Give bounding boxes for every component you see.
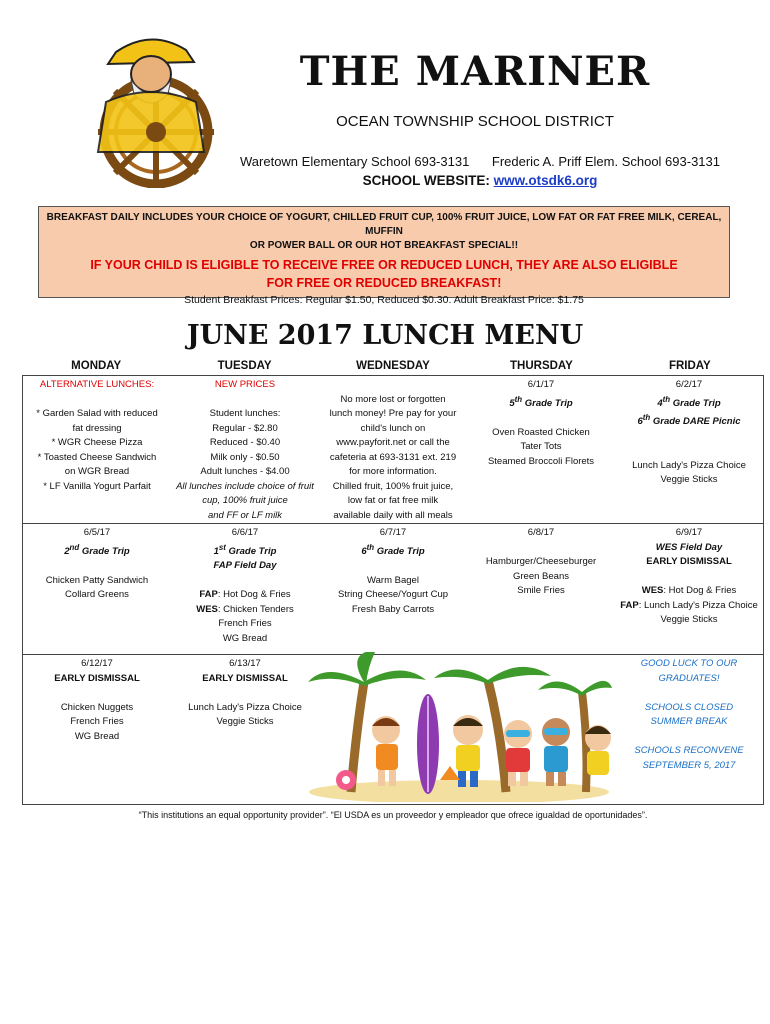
menu-line: Veggie Sticks [660, 614, 718, 625]
menu-line: Fresh Baby Carrots [351, 603, 435, 615]
district-name: OCEAN TOWNSHIP SCHOOL DISTRICT [336, 113, 614, 130]
menu-line: Collard Greens [65, 589, 129, 601]
event-label: EARLY DISMISSAL [54, 672, 140, 684]
menu-line: Adult lunches - $4.00 [200, 466, 290, 477]
cell-thu-w2 [467, 524, 615, 654]
menu-line: Steamed Broccoli Florets [487, 455, 595, 467]
note-line: SUMMER BREAK [650, 716, 728, 727]
event-sup: th [366, 542, 375, 552]
menu-line: available daily with all meals [333, 509, 453, 521]
menu-line: Veggie Sticks [660, 474, 718, 486]
menu-line: cafeteria at 693-3131 ext. 219 [329, 451, 457, 463]
day-monday: MONDAY [71, 360, 122, 372]
school-tag: FAP [199, 589, 218, 601]
footer-statement: “This institutions an equal opportunity provider”. “El USDA es un proveedor y empleador que ofrece igualdad de oportunidades”. [138, 810, 648, 820]
event-label [23, 541, 171, 560]
school-phones [240, 154, 720, 169]
menu-line: Regular - $2.80 [212, 422, 278, 434]
cell-wed-w2 [319, 524, 467, 654]
menu-line: child's lunch on [360, 422, 426, 434]
date-label: 6/2/17 [675, 379, 703, 390]
cell-fri-w3 [615, 655, 763, 804]
menu-line: No more lost or forgotten [340, 393, 446, 405]
new-prices-head: NEW PRICES [214, 379, 276, 390]
menu-line: Student lunches: [209, 408, 281, 419]
event-rest: Grade Trip [225, 545, 277, 557]
menu-line: Lunch Lady's Pizza Choice [632, 459, 746, 471]
menu-text: : Lunch Lady's Pizza Choice [638, 599, 758, 611]
school-tag: FAP [620, 599, 639, 611]
cell-tue-w2 [171, 524, 319, 654]
date-label: 6/1/17 [527, 379, 555, 390]
breakfast-prices: Student Breakfast Prices: Regular $1.50, Reduced $0.30. Adult Breakfast Price: $1.75 [184, 294, 584, 306]
day-tuesday: TUESDAY [217, 360, 272, 372]
event-label: EARLY DISMISSAL [646, 556, 732, 567]
cell-mon-w2 [23, 524, 171, 654]
event-label [615, 411, 763, 430]
event-rest: Grade Trip [670, 397, 721, 409]
school-tag: WES [196, 603, 218, 615]
event-sup: th [514, 394, 523, 404]
school-right: Frederic A. Priff Elem. School 693-3131 [491, 154, 720, 169]
event-label [319, 541, 467, 560]
event-label: FAP Field Day [213, 560, 277, 572]
alt-lunch-head: ALTERNATIVE LUNCHES: [39, 379, 155, 390]
cell-tue-w3 [171, 655, 319, 804]
event-sup: th [662, 394, 671, 404]
date-label: 6/6/17 [231, 527, 259, 538]
event-label: WES Field Day [655, 541, 723, 553]
beach-kids-illustration [306, 652, 612, 802]
cell-wed-w1 [319, 376, 467, 523]
date-label: 6/7/17 [379, 527, 407, 538]
week-row-1 [23, 376, 763, 524]
note-line: SCHOOLS CLOSED [644, 701, 734, 713]
menu-line: Reduced - $0.40 [209, 437, 281, 448]
date-label: 6/9/17 [675, 527, 703, 538]
menu-line: Chicken Nuggets [60, 701, 134, 713]
menu-line [171, 588, 319, 603]
week-row-2 [23, 524, 763, 655]
breakfast-box [38, 206, 730, 306]
day-thursday: THURSDAY [510, 360, 573, 372]
menu-line: * WGR Cheese Pizza [51, 437, 143, 448]
menu-line [171, 603, 319, 618]
website-line [240, 173, 720, 188]
eligibility-notice2: FOR FREE OR REDUCED BREAKFAST! [266, 276, 502, 290]
menu-line: Chicken Patty Sandwich [45, 574, 149, 586]
cell-mon-w1 [23, 376, 171, 523]
menu-line: lunch money! Pre pay for your [329, 408, 457, 419]
menu-line: WG Bread [74, 730, 120, 742]
menu-line: and FF or LF milk [207, 509, 283, 521]
event-rest: Grade DARE Picnic [650, 416, 741, 428]
event-label [615, 393, 763, 412]
day-wednesday: WEDNESDAY [356, 360, 430, 372]
menu-line [615, 599, 763, 614]
menu-line: Smile Fries [517, 585, 565, 596]
date-label: 6/8/17 [527, 527, 555, 538]
school-tag: WES [641, 585, 664, 596]
menu-line: Lunch Lady's Pizza Choice [188, 701, 302, 713]
menu-line: cup, 100% fruit juice [202, 495, 288, 506]
note-line: SEPTEMBER 5, 2017 [642, 759, 736, 771]
event-num: 2 [64, 545, 70, 557]
menu-line: on WGR Bread [64, 466, 130, 477]
day-friday: FRIDAY [668, 360, 711, 372]
event-num: 4 [657, 397, 663, 409]
cell-tue-w1 [171, 376, 319, 523]
event-sup: nd [69, 542, 80, 552]
school-left: Waretown Elementary School 693-3131 [240, 154, 470, 169]
event-num: 6 [637, 416, 643, 428]
menu-line: low fat or fat free milk [347, 495, 439, 506]
website-link[interactable]: www.otsdk6.org [493, 173, 598, 188]
breakfast-line2: OR POWER BALL OR OUR HOT BREAKFAST SPECIAL!! [249, 240, 519, 251]
menu-text: : Chicken Tenders [217, 603, 294, 615]
event-rest: Grade Trip [374, 545, 425, 557]
menu-line: www.payforit.net or call the [336, 437, 450, 448]
cell-thu-w1 [467, 376, 615, 523]
menu-line: * LF Vanilla Yogurt Parfait [43, 480, 151, 492]
menu-text: : Hot Dog & Fries [663, 585, 737, 596]
date-label: 6/5/17 [83, 527, 111, 538]
note-line: GRADUATES! [658, 672, 720, 684]
event-sup: th [642, 413, 651, 423]
menu-text: : Hot Dog & Fries [217, 589, 291, 601]
menu-line: String Cheese/Yogurt Cup [337, 589, 449, 601]
cell-mon-w3 [23, 655, 171, 804]
event-sup: st [218, 542, 226, 552]
menu-line: Hamburger/Cheeseburger [485, 556, 597, 567]
event-rest: Grade Trip [522, 397, 573, 409]
menu-line: All lunches include choice of fruit [176, 480, 314, 492]
website-label: SCHOOL WEBSITE: [362, 173, 490, 188]
event-label: EARLY DISMISSAL [202, 672, 288, 684]
menu-line: Veggie Sticks [216, 716, 274, 727]
menu-line: Oven Roasted Chicken [492, 426, 590, 438]
menu-line: Green Beans [513, 570, 569, 582]
event-label [467, 393, 615, 412]
menu-line: Chilled fruit, 100% fruit juice, [332, 480, 454, 492]
event-rest: Grade Trip [79, 545, 130, 557]
event-num: 1 [213, 545, 219, 557]
menu-line: Tater Tots [520, 441, 562, 453]
menu-line: French Fries [70, 716, 124, 727]
event-num: 6 [361, 545, 367, 557]
event-label [171, 541, 319, 560]
menu-line: * Garden Salad with reduced [36, 408, 158, 419]
event-num: 5 [509, 397, 515, 409]
date-label: 6/12/17 [81, 658, 113, 669]
mariner-logo-icon [76, 32, 226, 188]
note-line: SCHOOLS RECONVENE [634, 745, 744, 756]
note-line: GOOD LUCK TO OUR [640, 658, 738, 669]
newsletter-title: THE MARINER [299, 48, 651, 95]
day-headers [22, 360, 764, 372]
cell-fri-w2 [615, 524, 763, 654]
menu-line [615, 584, 763, 599]
menu-line: Warm Bagel [367, 574, 419, 586]
menu-line: * Toasted Cheese Sandwich [37, 451, 157, 463]
cell-fri-w1 [615, 376, 763, 523]
menu-line: WG Bread [222, 632, 268, 644]
breakfast-line1: BREAKFAST DAILY INCLUDES YOUR CHOICE OF YOGURT, CHILLED FRUIT CUP, 100% FRUIT JUICE, LOW FAT OR FAT FREE MILK, CEREAL, MUFFIN [46, 212, 722, 237]
menu-title: JUNE 2017 LUNCH MENU [186, 320, 584, 351]
date-label: 6/13/17 [229, 658, 261, 669]
menu-line: French Fries [218, 618, 272, 630]
menu-line: fat dressing [72, 422, 122, 434]
menu-line: for more information. [349, 466, 437, 477]
eligibility-notice1: IF YOUR CHILD IS ELIGIBLE TO RECEIVE FREE OR REDUCED LUNCH, THEY ARE ALSO ELIGIBLE [90, 258, 678, 272]
menu-line: Milk only - $0.50 [210, 451, 280, 463]
